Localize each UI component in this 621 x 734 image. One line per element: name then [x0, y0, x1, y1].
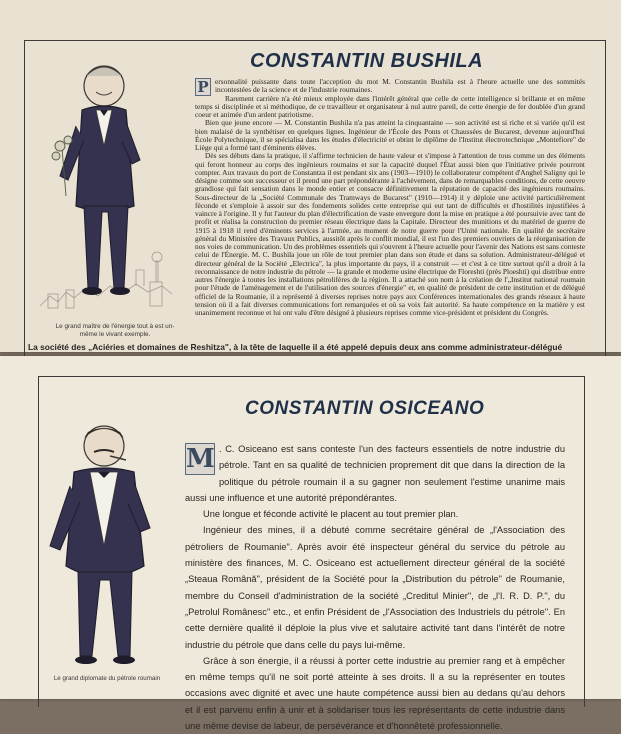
paragraph: Bien que jeune encore — M. Constantin Bushila n'a pas atteint la cinquantaine — son activité est si riche et si variée qu'il est bien malaisé de la synthétiser en quelques lignes. Ingénieur de l'École des Ponts et Chaussées de Bucarest, devenue aujourd'hui École Polytechnique, il se spécialisa dans les études d'électricité et obtint le diplôme de l'Institut électrotechnique „Montefiore" de Liège qui a formé tant d'éminents élèves. — [195, 118, 585, 152]
article-body — [185, 441, 565, 734]
paragraph: Une longue et féconde activité le placent au tout premier plan. — [203, 509, 459, 520]
article-body — [195, 78, 585, 317]
page-osiceano — [0, 356, 621, 732]
caricature-illustration — [40, 56, 180, 318]
paragraph: P ersonnalité puissante dans toute l'acception du mot M. Constantin Bushila est à l'heure actuelle une des sommités incontestées de la science et de l'industrie roumaines. — [195, 78, 585, 95]
paragraph: M . C. Osiceano est sans conteste l'un des facteurs essentiels de notre industrie du pétrole. Tant en sa qualité de technicien proprement dit que dans la direction de la politique du pétrole roumain il a su gagner non seulement l'estime unanime mais aussi une influence et une autorité prépondérantes. — [185, 444, 565, 503]
paragraph: Ingénieur des mines, il a débuté comme secrétaire général de „l'Association des pétroliers de Roumanie". Après avoir été inspecteur général du service du pétrole au ministère des finances, M. C. Osiceano est actuellement directeur général de la société „Steaua Română", président de la Société pour la „Distribution du pétrole" de Roumanie, membre du Conseil d'administration de la société „Creditul Minier", de „l'I. R. D. P.", du „Petrolul Românesc" etc., et enfin Président de „l'Association des Industriels du pétrole". En cette dernière qualité il déploie la plus vive et salutaire activité tant dans l'intérêt de notre industrie du pétrole que dans celle du pays lui-même. — [185, 525, 565, 650]
paragraph: Grâce à son énergie, il a réussi à porter cette industrie au premier rang et à empêcher en même temps qu'il ne soit porté atteinte à ses droits. Il a su la représenter en toutes occasions avec dignité et avec une haute compétence aussi bien au dedans qu'au dehors et il est parvenu enfin à unir et à solidariser tous les représentants de cette industrie dans une même devise de labeur, de persévérance et d'honnêteté professionnelle. — [185, 655, 565, 732]
drop-cap: M — [186, 444, 215, 474]
paragraph: Dès ses débuts dans la pratique, il s'affirme technicien de haute valeur et s'impose à l'attention de tous comme un des éléments qui feront honneur au corps des ingénieurs roumains et sur la capacité duquel l'État aussi bien que l'initiative privée pourront compter. Aux travaux du port de Constantza il est pendant six ans (1903—1910) le collaborateur compétent d'Anghel Saligny qui le désigne comme son successeur et il prend une part prépondérante à l'achèvement, dans de remarquables conditions, de cette oeuvre grandiose qui fait sensation dans le monde entier et consacre définitivement la réputation de capacité des ingénieurs roumains. Sous-directeur de la „Société Communale des Tramways de Bucarest" (1910—1914) il y déploie une activité particulièrement féconde et s'emploie à assoir sur des fondements solides cette entreprise qui eut tant de difficultés et d'hostilités injustifiées à vaincre à l'origine. Il y fut l'auteur du plan d'électrification de vaste envergure dont la mise en pratique a été poursuivie avec tant de profit et réalisa la construction du premier réseau électrique dans la Capitale. Directeur des munitions et du matériel de guerre de 1915 à 1918 il rend d'éminents services à l'armée, au moment de notre guerre pour l'Unité nationale. En qualité de secrétaire général du Ministère des Travaux Publics, aussitôt après le conflit mondial, il est l'un des premiers ouvriers de la réorganisation de nos voies de communication. Un des problèmes essentiels qui s'ouvrent à l'heure actuelle pour l'avenir des Nations est sans conteste celui de l'Énergie. M. C. Bushila joue un rôle de tout premier plan dans son étude et dans sa solution. Administrateur-délégué et directeur général de la Société „Electrica", la plus importante du pays, il a construit — et c'est à ce titre surtout qu'il a droit à la reconnaissance de notre industrie du pétrole — la grande et moderne usine électrique de Floreshti (près Ploeshti) qui distribue entre autres l'énergie à toutes les installations pétrolifères de la région. Il a attaché son nom à la création de l'„Institut national roumain pour l'étude de l'aménagement et de l'utilisation des sources d'énergie" et, en qualité de président de cette institution et de délégué officiel de la Roumanie, il a représenté à diverses reprises notre pays aux Conférences internationales des grands réseaux à haute tension où il a fait diverses communications fort remarquées et où sa voix fait autorité. Sa haute compétence en la matière y est unanimement reconnue et lui ont valu d'être désigné à plusieurs reprises comme vice-président et président du Congrès. — [195, 151, 585, 317]
illustration-caption: Le grand maître de l'énergie tout à est un-même le vivant exemple. — [55, 323, 175, 338]
page-title: CONSTANTIN BUSHILA — [250, 50, 484, 72]
page-title: CONSTANTIN OSICEANO — [245, 398, 485, 419]
illustration-caption: Le grand diplomate du pétrole roumain — [53, 675, 161, 682]
drop-cap: P — [195, 78, 211, 96]
continued-text-line: La société des „Aciéries et domaines de Reshitza", à la tête de laquelle il a été appelé depuis deux ans comme administrateur-délégué — [28, 342, 563, 352]
caricature-illustration — [40, 416, 170, 678]
page-bushila — [0, 0, 621, 352]
paragraph: Rarement carrière n'a été mieux employée dans l'intérêt général que celle de cette intelligence si brillante et en même temps si disciplinée et si méthodique, de ce travailleur et organisateur à nul autre pareil, de cette énergie de fer doublée d'un grand coeur et animée d'un ardent patriotisme. — [195, 93, 585, 119]
